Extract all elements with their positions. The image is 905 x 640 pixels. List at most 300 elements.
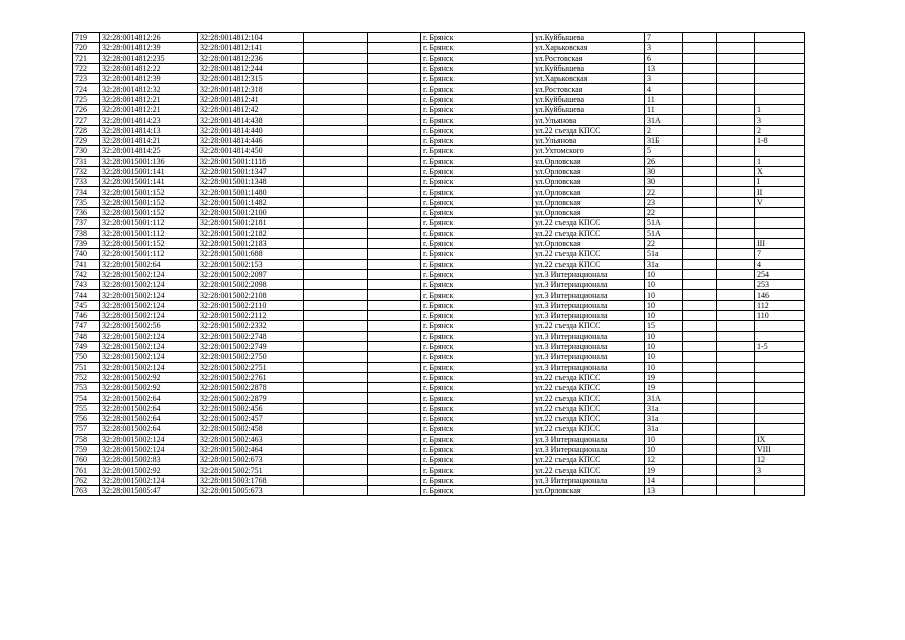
row-number-cell: 743 [73,280,100,290]
blank-cell-b [368,146,421,156]
apartment-cell [755,146,805,156]
cadastral-quarter-cell: 32:28:0015002:124 [100,300,198,310]
street-cell: ул.22 съезда КПСС [533,218,645,228]
cadastral-quarter-cell: 32:28:0015001:152 [100,238,198,248]
street-cell: ул.3 Интернационала [533,444,645,454]
city-cell: г. Брянск [421,74,533,84]
blank-cell-b [368,290,421,300]
blank-cell-c [683,125,717,135]
cadastral-quarter-cell: 32:28:0015002:124 [100,434,198,444]
blank-cell-b [368,341,421,351]
street-cell: ул.3 Интернационала [533,311,645,321]
blank-cell-b [368,311,421,321]
blank-cell-b [368,331,421,341]
table-row [73,218,805,228]
row-number-cell: 742 [73,269,100,279]
blank-cell-a [304,444,368,454]
street-cell: ул.Орловская [533,238,645,248]
cadastral-quarter-cell: 32:28:0014812:39 [100,43,198,53]
blank-cell-b [368,249,421,259]
table-row [73,362,805,372]
blank-cell-b [368,33,421,43]
row-number-cell: 746 [73,311,100,321]
cadastral-number-cell: 32:28:0015002:458 [198,424,304,434]
cadastral-number-cell: 32:28:0014814:438 [198,115,304,125]
city-cell: г. Брянск [421,115,533,125]
apartment-cell: III [755,238,805,248]
blank-cell-b [368,486,421,496]
blank-cell-b [368,53,421,63]
cadastral-quarter-cell: 32:28:0015001:152 [100,187,198,197]
street-cell: ул.Куйбышева [533,94,645,104]
blank-cell-a [304,74,368,84]
apartment-cell: 2 [755,125,805,135]
blank-cell-a [304,218,368,228]
house-number-cell: 51А [645,228,683,238]
blank-cell-d [717,393,755,403]
city-cell: г. Брянск [421,341,533,351]
cadastral-number-cell: 32:28:0015005:673 [198,486,304,496]
apartment-cell: 7 [755,249,805,259]
city-cell: г. Брянск [421,156,533,166]
apartment-cell [755,331,805,341]
house-number-cell: 31а [645,259,683,269]
street-cell: ул.Куйбышева [533,33,645,43]
street-cell: ул.Ульянова [533,135,645,145]
city-cell: г. Брянск [421,249,533,259]
table-row [73,280,805,290]
city-cell: г. Брянск [421,146,533,156]
property-table [72,32,805,496]
house-number-cell: 5 [645,146,683,156]
cadastral-quarter-cell: 32:28:0015001:112 [100,228,198,238]
blank-cell-d [717,115,755,125]
apartment-cell: IX [755,434,805,444]
blank-cell-d [717,475,755,485]
apartment-cell [755,413,805,423]
street-cell: ул.3 Интернационала [533,331,645,341]
cadastral-quarter-cell: 32:28:0014812:21 [100,94,198,104]
table-row [73,249,805,259]
blank-cell-c [683,321,717,331]
city-cell: г. Брянск [421,43,533,53]
row-number-cell: 724 [73,84,100,94]
street-cell: ул.Ростовская [533,53,645,63]
apartment-cell: 1 [755,156,805,166]
blank-cell-c [683,146,717,156]
blank-cell-b [368,434,421,444]
cadastral-number-cell: 32:28:0015002:2332 [198,321,304,331]
blank-cell-a [304,465,368,475]
city-cell: г. Брянск [421,486,533,496]
city-cell: г. Брянск [421,311,533,321]
row-number-cell: 728 [73,125,100,135]
blank-cell-a [304,341,368,351]
table-row [73,413,805,423]
blank-cell-c [683,187,717,197]
city-cell: г. Брянск [421,372,533,382]
row-number-cell: 745 [73,300,100,310]
table-row [73,146,805,156]
blank-cell-a [304,280,368,290]
blank-cell-d [717,105,755,115]
table-row [73,125,805,135]
row-number-cell: 753 [73,383,100,393]
cadastral-quarter-cell: 32:28:0015001:152 [100,208,198,218]
cadastral-quarter-cell: 32:28:0014812:32 [100,84,198,94]
blank-cell-a [304,63,368,73]
blank-cell-a [304,300,368,310]
cadastral-number-cell: 32:28:0015002:673 [198,455,304,465]
blank-cell-a [304,413,368,423]
blank-cell-b [368,280,421,290]
blank-cell-d [717,259,755,269]
row-number-cell: 740 [73,249,100,259]
house-number-cell: 13 [645,486,683,496]
blank-cell-c [683,465,717,475]
cadastral-number-cell: 32:28:0015003:1768 [198,475,304,485]
blank-cell-d [717,84,755,94]
cadastral-quarter-cell: 32:28:0015002:92 [100,372,198,382]
cadastral-quarter-cell: 32:28:0014814:13 [100,125,198,135]
table-row [73,352,805,362]
blank-cell-a [304,94,368,104]
blank-cell-c [683,413,717,423]
blank-cell-d [717,125,755,135]
cadastral-number-cell: 32:28:0014812:318 [198,84,304,94]
cadastral-number-cell: 32:28:0014812:41 [198,94,304,104]
house-number-cell: 19 [645,372,683,382]
cadastral-number-cell: 32:28:0015002:456 [198,403,304,413]
street-cell: ул.3 Интернационала [533,434,645,444]
blank-cell-b [368,403,421,413]
apartment-cell [755,94,805,104]
blank-cell-d [717,372,755,382]
cadastral-quarter-cell: 32:28:0015002:124 [100,290,198,300]
blank-cell-c [683,259,717,269]
apartment-cell: 3 [755,465,805,475]
blank-cell-b [368,177,421,187]
city-cell: г. Брянск [421,259,533,269]
blank-cell-b [368,115,421,125]
blank-cell-b [368,208,421,218]
blank-cell-a [304,53,368,63]
cadastral-number-cell: 32:28:0015002:2879 [198,393,304,403]
house-number-cell: 30 [645,177,683,187]
city-cell: г. Брянск [421,269,533,279]
blank-cell-c [683,269,717,279]
blank-cell-a [304,84,368,94]
row-number-cell: 731 [73,156,100,166]
blank-cell-a [304,383,368,393]
blank-cell-d [717,362,755,372]
table-row [73,331,805,341]
apartment-cell [755,362,805,372]
street-cell: ул.Орловская [533,177,645,187]
city-cell: г. Брянск [421,434,533,444]
blank-cell-d [717,352,755,362]
cadastral-number-cell: 32:28:0015001:2183 [198,238,304,248]
blank-cell-c [683,311,717,321]
table-row [73,166,805,176]
cadastral-number-cell: 32:28:0015002:751 [198,465,304,475]
blank-cell-d [717,383,755,393]
row-number-cell: 758 [73,434,100,444]
blank-cell-b [368,321,421,331]
cadastral-number-cell: 32:28:0014814:440 [198,125,304,135]
city-cell: г. Брянск [421,218,533,228]
house-number-cell: 6 [645,53,683,63]
street-cell: ул.Орловская [533,156,645,166]
apartment-cell [755,228,805,238]
cadastral-quarter-cell: 32:28:0015002:64 [100,393,198,403]
city-cell: г. Брянск [421,228,533,238]
blank-cell-b [368,43,421,53]
city-cell: г. Брянск [421,208,533,218]
house-number-cell: 19 [645,383,683,393]
table-row [73,105,805,115]
cadastral-quarter-cell: 32:28:0014814:21 [100,135,198,145]
street-cell: ул.3 Интернационала [533,341,645,351]
blank-cell-d [717,43,755,53]
house-number-cell: 10 [645,300,683,310]
street-cell: ул.3 Интернационала [533,352,645,362]
row-number-cell: 727 [73,115,100,125]
cadastral-number-cell: 32:28:0015001:2182 [198,228,304,238]
blank-cell-c [683,208,717,218]
blank-cell-b [368,228,421,238]
blank-cell-d [717,424,755,434]
cadastral-quarter-cell: 32:28:0015002:124 [100,341,198,351]
street-cell: ул.Ухтомского [533,146,645,156]
city-cell: г. Брянск [421,187,533,197]
apartment-cell [755,321,805,331]
cadastral-quarter-cell: 32:28:0015002:124 [100,311,198,321]
apartment-cell: 146 [755,290,805,300]
blank-cell-d [717,187,755,197]
table-row [73,383,805,393]
blank-cell-d [717,74,755,84]
blank-cell-a [304,290,368,300]
house-number-cell: 31а [645,413,683,423]
street-cell: ул.Орловская [533,166,645,176]
city-cell: г. Брянск [421,280,533,290]
blank-cell-c [683,84,717,94]
apartment-cell [755,43,805,53]
blank-cell-d [717,146,755,156]
city-cell: г. Брянск [421,94,533,104]
table-row [73,259,805,269]
cadastral-number-cell: 32:28:0014812:236 [198,53,304,63]
row-number-cell: 736 [73,208,100,218]
cadastral-quarter-cell: 32:28:0015002:56 [100,321,198,331]
row-number-cell: 762 [73,475,100,485]
house-number-cell: 11 [645,105,683,115]
table-row [73,187,805,197]
house-number-cell: 31Б [645,135,683,145]
apartment-cell [755,84,805,94]
apartment-cell [755,33,805,43]
blank-cell-c [683,383,717,393]
blank-cell-d [717,290,755,300]
cadastral-quarter-cell: 32:28:0015001:141 [100,177,198,187]
cadastral-number-cell: 32:28:0015002:2750 [198,352,304,362]
city-cell: г. Брянск [421,403,533,413]
cadastral-quarter-cell: 32:28:0015001:136 [100,156,198,166]
street-cell: ул.3 Интернационала [533,300,645,310]
blank-cell-a [304,311,368,321]
street-cell: ул.Ростовская [533,84,645,94]
street-cell: ул.3 Интернационала [533,362,645,372]
blank-cell-d [717,455,755,465]
cadastral-quarter-cell: 32:28:0015005:47 [100,486,198,496]
apartment-cell: X [755,166,805,176]
blank-cell-d [717,403,755,413]
house-number-cell: 11 [645,94,683,104]
table-row [73,53,805,63]
street-cell: ул.Ульянова [533,115,645,125]
blank-cell-c [683,33,717,43]
row-number-cell: 757 [73,424,100,434]
city-cell: г. Брянск [421,331,533,341]
row-number-cell: 747 [73,321,100,331]
blank-cell-b [368,393,421,403]
blank-cell-b [368,238,421,248]
apartment-cell [755,218,805,228]
house-number-cell: 10 [645,331,683,341]
house-number-cell: 10 [645,269,683,279]
house-number-cell: 30 [645,166,683,176]
cadastral-quarter-cell: 32:28:0015001:112 [100,218,198,228]
table-row [73,269,805,279]
row-number-cell: 721 [73,53,100,63]
blank-cell-d [717,135,755,145]
street-cell: ул.22 съезда КПСС [533,125,645,135]
house-number-cell: 15 [645,321,683,331]
cadastral-quarter-cell: 32:28:0015002:124 [100,352,198,362]
city-cell: г. Брянск [421,53,533,63]
table-row [73,115,805,125]
apartment-cell: I [755,177,805,187]
cadastral-quarter-cell: 32:28:0015002:64 [100,403,198,413]
house-number-cell: 10 [645,444,683,454]
apartment-cell: II [755,187,805,197]
cadastral-quarter-cell: 32:28:0015002:92 [100,383,198,393]
apartment-cell: 1-8 [755,135,805,145]
house-number-cell: 10 [645,311,683,321]
row-number-cell: 752 [73,372,100,382]
house-number-cell: 51А [645,218,683,228]
blank-cell-b [368,475,421,485]
apartment-cell [755,352,805,362]
row-number-cell: 756 [73,413,100,423]
blank-cell-d [717,341,755,351]
blank-cell-c [683,94,717,104]
blank-cell-b [368,166,421,176]
blank-cell-a [304,135,368,145]
table-row [73,43,805,53]
blank-cell-a [304,434,368,444]
apartment-cell [755,393,805,403]
blank-cell-b [368,74,421,84]
row-number-cell: 725 [73,94,100,104]
table-row [73,311,805,321]
blank-cell-d [717,228,755,238]
cadastral-number-cell: 32:28:0014812:42 [198,105,304,115]
cadastral-number-cell: 32:28:0014812:315 [198,74,304,84]
row-number-cell: 730 [73,146,100,156]
street-cell: ул.22 съезда КПСС [533,228,645,238]
blank-cell-b [368,413,421,423]
street-cell: ул.Куйбышева [533,63,645,73]
cadastral-quarter-cell: 32:28:0015002:124 [100,331,198,341]
table-row [73,434,805,444]
blank-cell-a [304,486,368,496]
city-cell: г. Брянск [421,455,533,465]
blank-cell-d [717,156,755,166]
blank-cell-a [304,208,368,218]
cadastral-quarter-cell: 32:28:0015002:124 [100,362,198,372]
blank-cell-d [717,311,755,321]
cadastral-number-cell: 32:28:0015002:2878 [198,383,304,393]
blank-cell-c [683,362,717,372]
blank-cell-c [683,455,717,465]
blank-cell-c [683,486,717,496]
blank-cell-a [304,321,368,331]
blank-cell-c [683,300,717,310]
blank-cell-c [683,156,717,166]
cadastral-number-cell: 32:28:0014812:104 [198,33,304,43]
city-cell: г. Брянск [421,166,533,176]
table-row [73,135,805,145]
table-row [73,455,805,465]
blank-cell-b [368,105,421,115]
cadastral-quarter-cell: 32:28:0014812:235 [100,53,198,63]
row-number-cell: 733 [73,177,100,187]
table-row [73,465,805,475]
table-row [73,321,805,331]
blank-cell-b [368,362,421,372]
apartment-cell [755,372,805,382]
blank-cell-d [717,197,755,207]
blank-cell-a [304,125,368,135]
row-number-cell: 744 [73,290,100,300]
blank-cell-b [368,156,421,166]
blank-cell-a [304,362,368,372]
city-cell: г. Брянск [421,135,533,145]
city-cell: г. Брянск [421,125,533,135]
row-number-cell: 759 [73,444,100,454]
blank-cell-b [368,63,421,73]
blank-cell-d [717,63,755,73]
house-number-cell: 31а [645,424,683,434]
row-number-cell: 751 [73,362,100,372]
blank-cell-a [304,424,368,434]
blank-cell-d [717,166,755,176]
blank-cell-b [368,352,421,362]
apartment-cell: 112 [755,300,805,310]
blank-cell-d [717,177,755,187]
row-number-cell: 720 [73,43,100,53]
row-number-cell: 750 [73,352,100,362]
city-cell: г. Брянск [421,177,533,187]
table-row [73,238,805,248]
apartment-cell: 253 [755,280,805,290]
table-row [73,63,805,73]
city-cell: г. Брянск [421,300,533,310]
street-cell: ул.22 съезда КПСС [533,393,645,403]
blank-cell-c [683,434,717,444]
